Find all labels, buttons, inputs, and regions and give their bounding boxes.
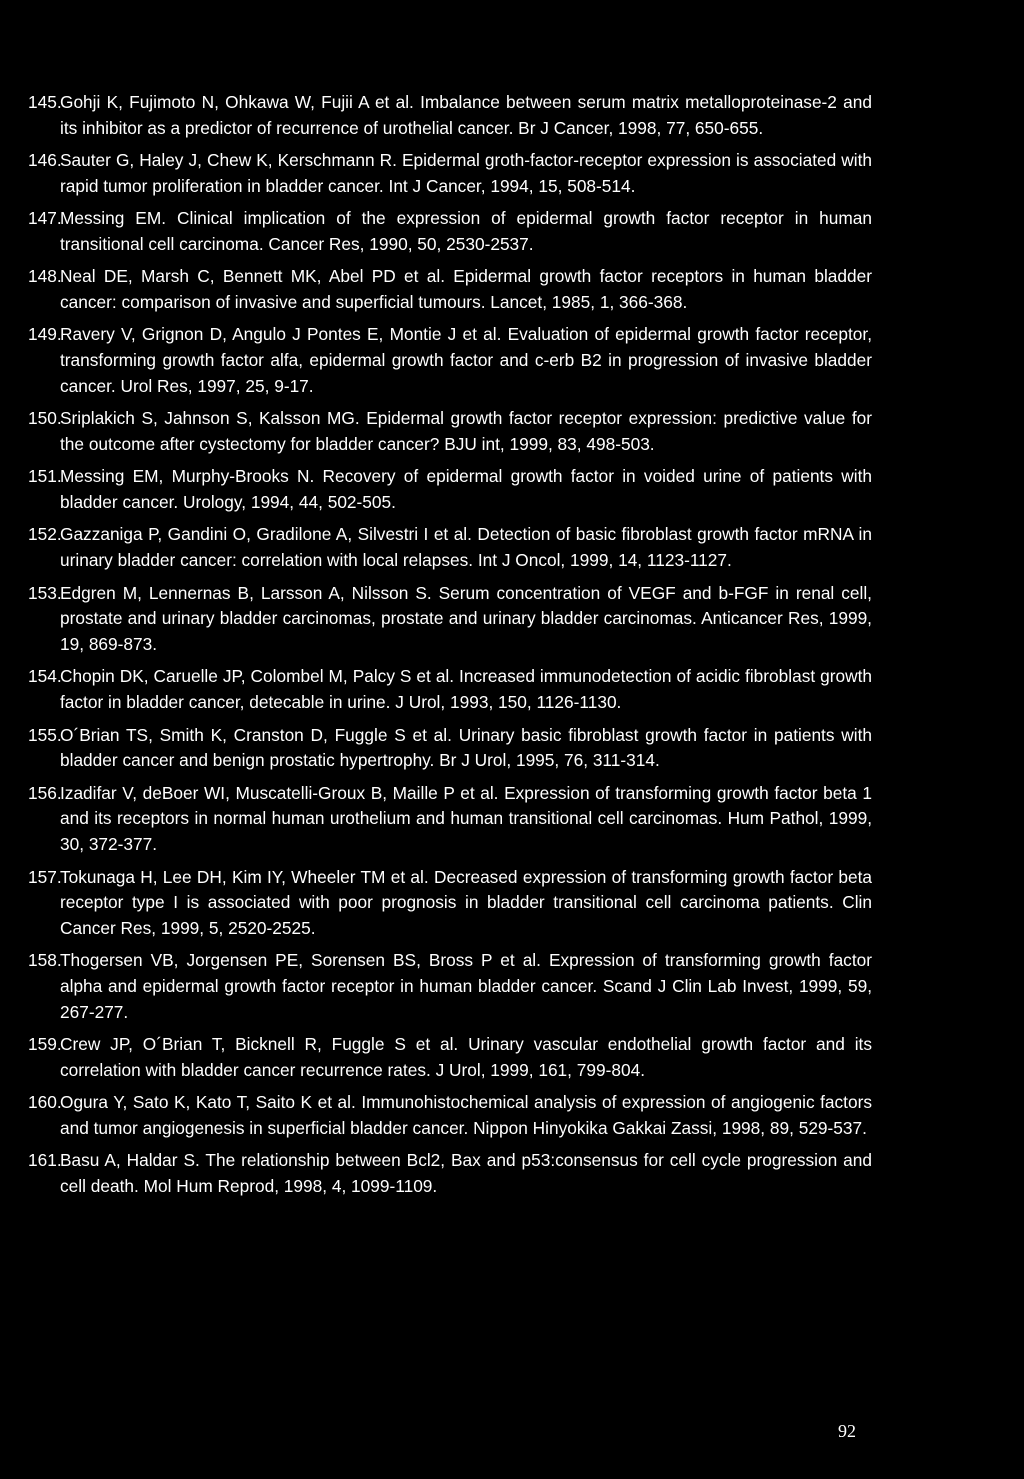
reference-number: 155.: [28, 724, 62, 745]
reference-item: [28, 723, 872, 775]
reference-text: Ravery V, Grignon D, Angulo J Pontes E, Montie J et al. Evaluation of epidermal growth factor receptor, transforming growth factor alfa, epidermal growth factor and c-erb B2 in progression of invasive bladder cancer. Urol Res, 1997, 25, 9-17.: [60, 324, 872, 396]
reference-number: 156.: [28, 782, 62, 803]
reference-list: [28, 90, 872, 1207]
reference-number: 154.: [28, 666, 62, 687]
reference-text: Crew JP, O´Brian T, Bicknell R, Fuggle S et al. Urinary vascular endothelial growth factor and its correlation with bladder cancer recurrence rates. J Urol, 1999, 161, 799-804.: [60, 1034, 872, 1081]
reference-text: Edgren M, Lennernas B, Larsson A, Nilsson S. Serum concentration of VEGF and b-FGF in renal cell, prostate and urinary bladder carcinomas, prostate and urinary bladder carcinomas. Anticancer Res, 1999, 19, 869-873.: [60, 582, 872, 655]
reference-item: [28, 406, 872, 458]
reference-item: [28, 90, 872, 142]
reference-number: 161.: [28, 1150, 62, 1171]
reference-number: 149.: [28, 324, 62, 345]
reference-item: [28, 1090, 872, 1142]
reference-text: Izadifar V, deBoer WI, Muscatelli-Groux B, Maille P et al. Expression of transforming growth factor beta 1 and its receptors in normal human urothelium and human transitional cell carcinomas. Hum Pathol, 1999, 30, 372-377.: [60, 782, 872, 855]
reference-number: 159.: [28, 1034, 62, 1055]
reference-text: Gazzaniga P, Gandini O, Gradilone A, Silvestri I et al. Detection of basic fibroblast growth factor mRNA in urinary bladder cancer: correlation with local relapses. Int J Oncol, 1999, 14, 1123-1127.: [60, 524, 872, 571]
page-number: 92: [838, 1421, 856, 1441]
reference-number: 153.: [28, 582, 62, 603]
reference-item: [28, 664, 872, 716]
reference-item: [28, 464, 872, 516]
reference-text: Basu A, Haldar S. The relationship between Bcl2, Bax and p53:consensus for cell cycle progression and cell death. Mol Hum Reprod, 1998, 4, 1099-1109.: [60, 1150, 872, 1197]
reference-item: [28, 1032, 872, 1084]
reference-number: 157.: [28, 866, 62, 887]
reference-text: Messing EM, Murphy-Brooks N. Recovery of epidermal growth factor in voided urine of patients with bladder cancer. Urology, 1994, 44, 502-505.: [60, 466, 872, 513]
reference-item: [28, 206, 872, 258]
reference-number: 146.: [28, 150, 62, 171]
reference-number: 148.: [28, 266, 62, 287]
reference-item: [28, 581, 872, 658]
reference-item: [28, 948, 872, 1025]
reference-item: [28, 781, 872, 858]
reference-number: 150.: [28, 408, 62, 429]
reference-number: 160.: [28, 1092, 62, 1113]
reference-text: Sauter G, Haley J, Chew K, Kerschmann R. Epidermal groth-factor-receptor expression is associated with rapid tumor proliferation in bladder cancer. Int J Cancer, 1994, 15, 508-514.: [60, 150, 872, 196]
reference-text: Thogersen VB, Jorgensen PE, Sorensen BS, Bross P et al. Expression of transforming growth factor alpha and epidermal growth factor receptor in human bladder cancer. Scand J Clin Lab Invest, 1999, 59, 267-277.: [60, 950, 872, 1022]
reference-item: [28, 264, 872, 316]
reference-item: [28, 322, 872, 399]
reference-item: [28, 865, 872, 942]
reference-number: 145.: [28, 92, 62, 112]
reference-number: 147.: [28, 208, 62, 229]
reference-text: Chopin DK, Caruelle JP, Colombel M, Palcy S et al. Increased immunodetection of acidic fibroblast growth factor in bladder cancer, detecable in urine. J Urol, 1993, 150, 1126-1130.: [60, 666, 872, 713]
reference-text: Tokunaga H, Lee DH, Kim IY, Wheeler TM et al. Decreased expression of transforming growth factor beta receptor type I is associated with poor prognosis in bladder transitional cell carcinoma patients. Clin Cancer Res, 1999, 5, 2520-2525.: [60, 866, 872, 939]
reference-item: [28, 1148, 872, 1200]
reference-number: 158.: [28, 950, 62, 971]
reference-item: [28, 522, 872, 574]
reference-text: Ogura Y, Sato K, Kato T, Saito K et al. Immunohistochemical analysis of expression of angiogenic factors and tumor angiogenesis in superficial bladder cancer. Nippon Hinyokika Gakkai Zassi, 1998, 89, 529-537.: [60, 1092, 872, 1139]
reference-item: [28, 148, 872, 200]
reference-text: Gohji K, Fujimoto N, Ohkawa W, Fujii A et al. Imbalance between serum matrix metalloproteinase-2 and its inhibitor as a predictor of recurrence of urothelial cancer. Br J Cancer, 1998, 77, 650-655.: [60, 92, 872, 138]
reference-text: Sriplakich S, Jahnson S, Kalsson MG. Epidermal growth factor receptor expression: predictive value for the outcome after cystectomy for bladder cancer? BJU int, 1999, 83, 498-503.: [60, 408, 872, 455]
reference-text: O´Brian TS, Smith K, Cranston D, Fuggle S et al. Urinary basic fibroblast growth factor in patients with bladder cancer and benign prostatic hypertrophy. Br J Urol, 1995, 76, 311-314.: [60, 724, 872, 771]
reference-number: 152.: [28, 524, 62, 545]
reference-number: 151.: [28, 466, 62, 487]
reference-text: Messing EM. Clinical implication of the expression of epidermal growth factor receptor in human transitional cell carcinoma. Cancer Res, 1990, 50, 2530-2537.: [60, 208, 872, 254]
reference-text: Neal DE, Marsh C, Bennett MK, Abel PD et al. Epidermal growth factor receptors in human bladder cancer: comparison of invasive and superficial tumours. Lancet, 1985, 1, 366-368.: [60, 266, 872, 313]
